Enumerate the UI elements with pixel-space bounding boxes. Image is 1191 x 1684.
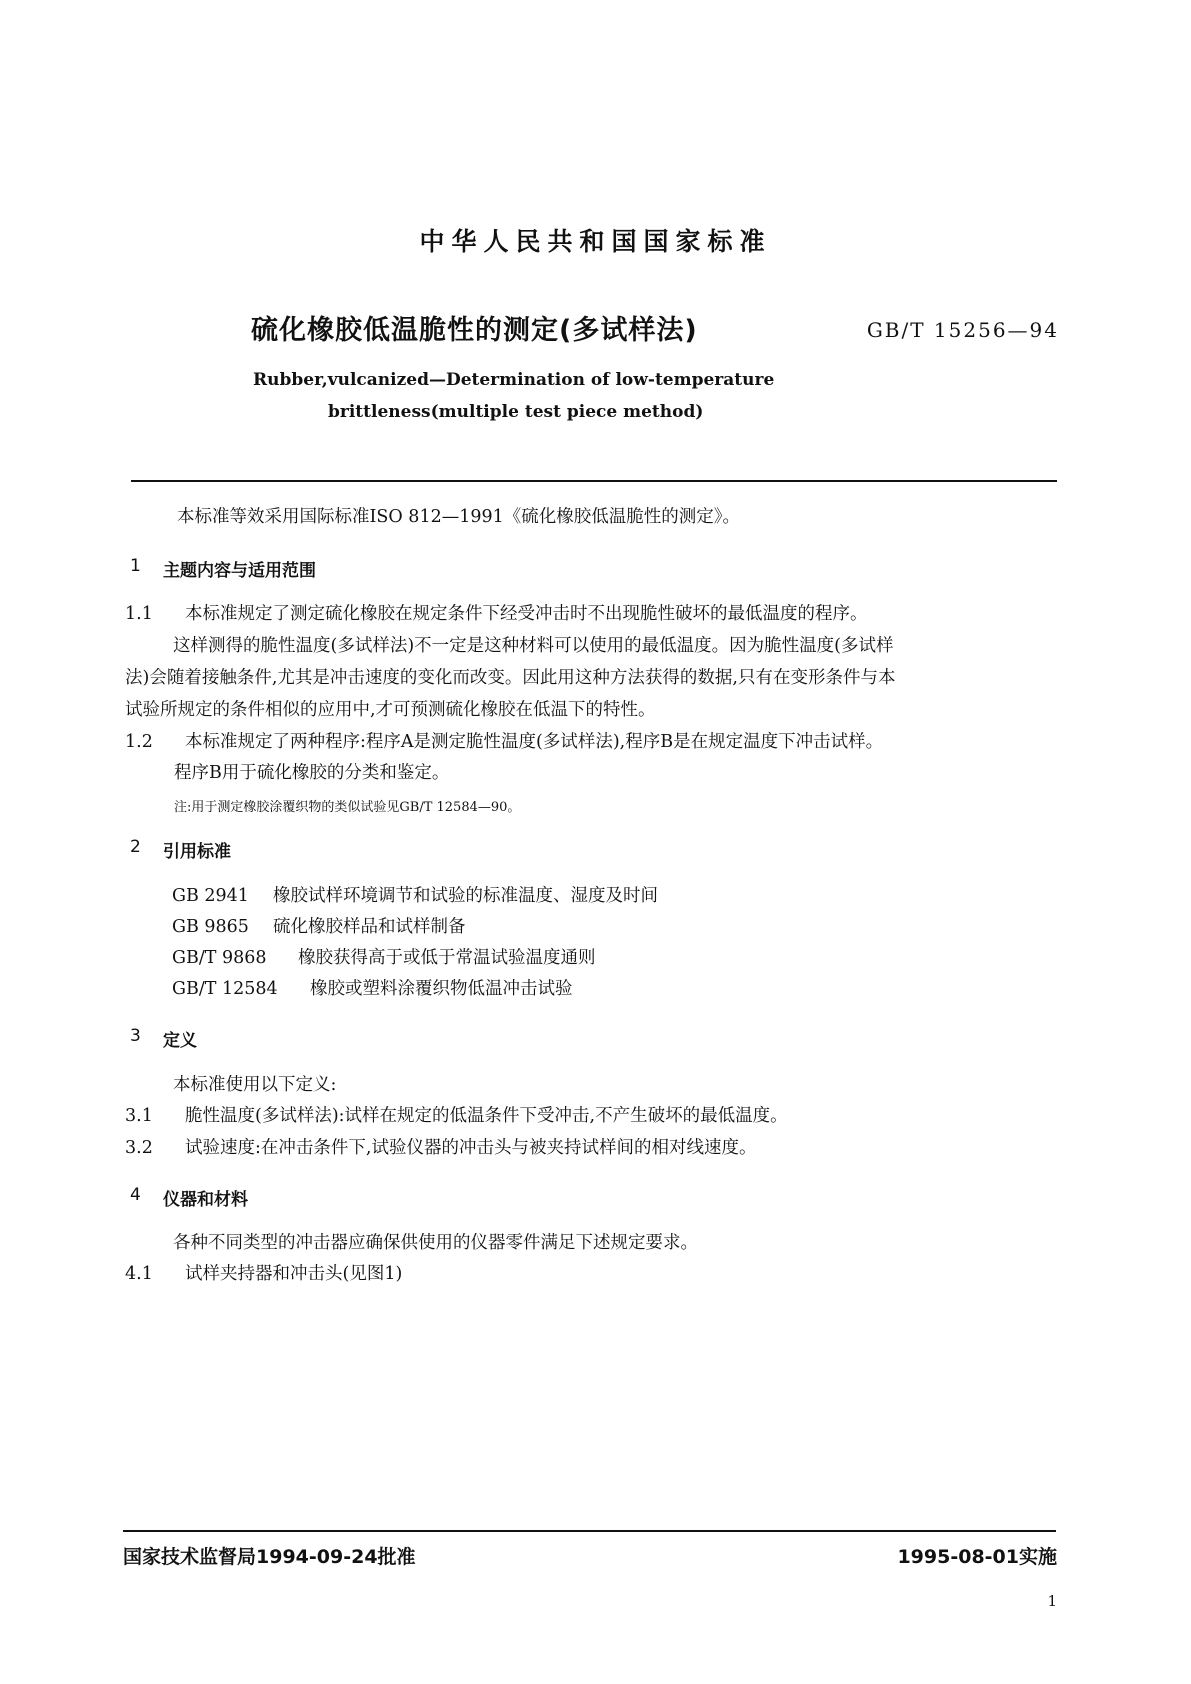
- reference-title: 硫化橡胶样品和试样制备: [273, 917, 466, 937]
- reference-code: GB 2941: [172, 886, 249, 906]
- clause-4-1-number: 4.1: [125, 1264, 153, 1284]
- section-4-title: 仪器和材料: [163, 1190, 248, 1210]
- clause-1-2-note: 注:用于测定橡胶涂覆织物的类似试验见GB/T 12584—90。: [174, 800, 521, 815]
- document-title-en-line1: Rubber,vulcanized—Determination of low-temperature: [253, 370, 775, 390]
- clause-3-1-number: 3.1: [125, 1106, 153, 1126]
- section-2-number: 2: [130, 837, 141, 857]
- clause-1-1-para-line1: 这样测得的脆性温度(多试样法)不一定是这种材料可以使用的最低温度。因为脆性温度(多试样: [173, 636, 894, 656]
- document-title-cn: 硫化橡胶低温脆性的测定(多试样法): [251, 315, 698, 346]
- approval-date: 国家技术监督局1994-09-24批准: [123, 1546, 416, 1568]
- reference-code: GB/T 9868: [172, 948, 267, 968]
- clause-3-1-text: 脆性温度(多试样法):试样在规定的低温条件下受冲击,不产生破坏的最低温度。: [185, 1106, 788, 1126]
- header-divider: [131, 480, 1057, 482]
- clause-1-2-line2: 程序B用于硫化橡胶的分类和鉴定。: [174, 763, 450, 783]
- section-3-intro: 本标准使用以下定义:: [173, 1075, 337, 1095]
- clause-1-1-number: 1.1: [125, 604, 153, 624]
- document-title-en-line2: brittleness(multiple test piece method): [328, 402, 704, 422]
- section-4-number: 4: [130, 1185, 141, 1205]
- section-3-title: 定义: [163, 1031, 197, 1051]
- reference-title: 橡胶获得高于或低于常温试验温度通则: [298, 948, 596, 968]
- section-2-title: 引用标准: [163, 842, 231, 862]
- clause-3-2-number: 3.2: [125, 1138, 153, 1158]
- clause-1-2-text: 本标准规定了两种程序:程序A是测定脆性温度(多试样法),程序B是在规定温度下冲击试样。: [185, 732, 884, 752]
- reference-title: 橡胶试样环境调节和试验的标准温度、湿度及时间: [273, 886, 658, 906]
- clause-4-1-text: 试样夹持器和冲击头(见图1): [185, 1264, 403, 1284]
- clause-1-2-number: 1.2: [125, 732, 153, 752]
- page-number: 1: [1047, 1592, 1057, 1610]
- footer-divider: [123, 1530, 1056, 1532]
- clause-3-2-text: 试验速度:在冲击条件下,试验仪器的冲击头与被夹持试样间的相对线速度。: [185, 1138, 757, 1158]
- clause-1-1-para-line3: 试验所规定的条件相似的应用中,才可预测硫化橡胶在低温下的特性。: [125, 700, 656, 720]
- section-4-intro: 各种不同类型的冲击器应确保供使用的仪器零件满足下述规定要求。: [173, 1233, 698, 1253]
- standard-code: GB/T 15256—94: [866, 318, 1059, 342]
- clause-1-1-para-line2: 法)会随着接触条件,尤其是冲击速度的变化而改变。因此用这种方法获得的数据,只有在变形条件与本: [125, 668, 896, 688]
- section-3-number: 3: [130, 1026, 141, 1046]
- section-1-title: 主题内容与适用范围: [163, 561, 316, 581]
- reference-code: GB/T 12584: [172, 979, 278, 999]
- intro-paragraph: 本标准等效采用国际标准ISO 812—1991《硫化橡胶低温脆性的测定》。: [177, 507, 740, 527]
- reference-code: GB 9865: [172, 917, 249, 937]
- clause-1-1-text: 本标准规定了测定硫化橡胶在规定条件下经受冲击时不出现脆性破坏的最低温度的程序。: [185, 604, 868, 624]
- national-standard-heading: 中华人民共和国国家标准: [419, 227, 772, 256]
- reference-title: 橡胶或塑料涂覆织物低温冲击试验: [310, 979, 573, 999]
- section-1-number: 1: [130, 556, 141, 576]
- effective-date: 1995-08-01实施: [897, 1546, 1057, 1568]
